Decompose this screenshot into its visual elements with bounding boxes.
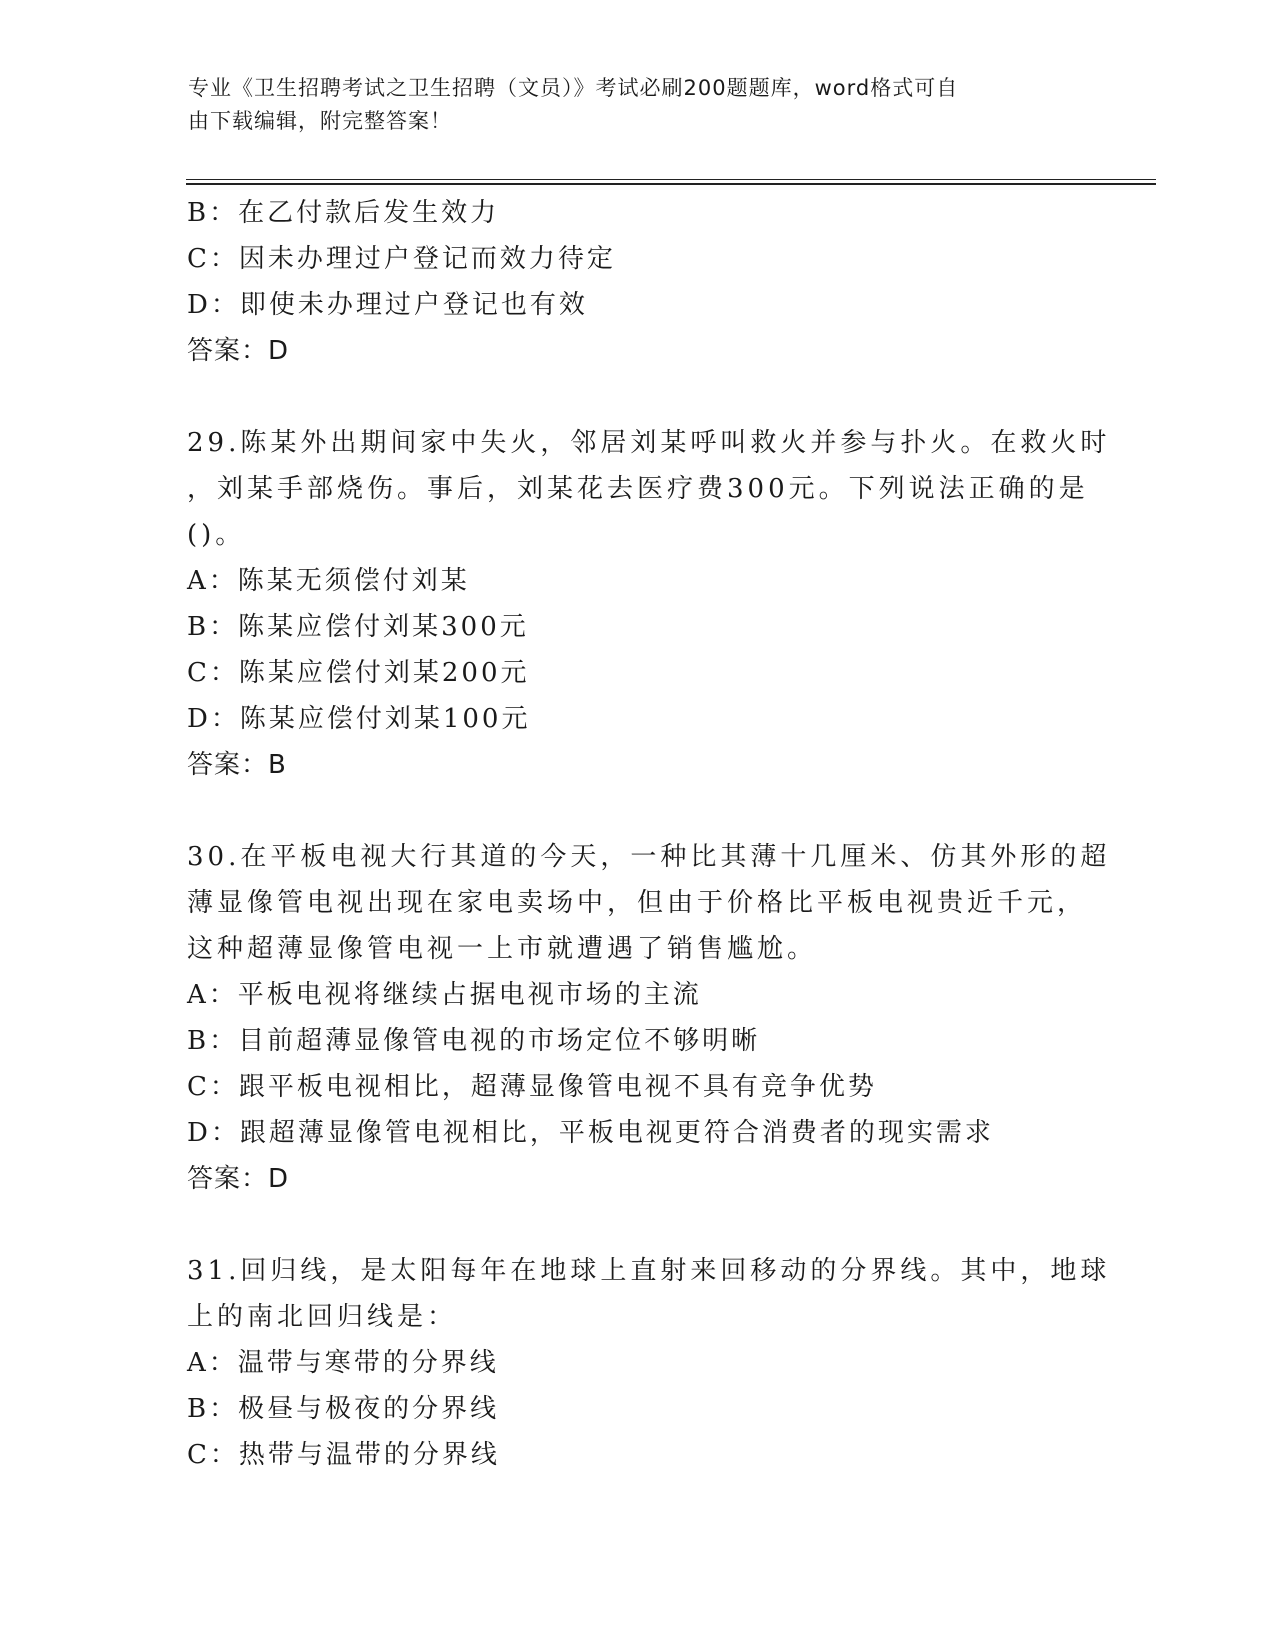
header-line-1: 专业《卫生招聘考试之卫生招聘（文员）》考试必刷200题题库，word格式可自 xyxy=(188,76,959,100)
option-a: A：温带与寒带的分界线 xyxy=(187,1348,499,1378)
answer: 答案：D xyxy=(187,1164,290,1194)
answer: 答案：D xyxy=(187,336,290,366)
option-b: B：陈某应偿付刘某300元 xyxy=(187,612,529,642)
option-b: B：在乙付款后发生效力 xyxy=(187,198,500,228)
option-c: C：热带与温带的分界线 xyxy=(187,1440,500,1470)
question-text xyxy=(187,834,1111,972)
question-text xyxy=(187,420,1111,558)
option-a: A：陈某无须偿付刘某 xyxy=(187,566,470,596)
option-a: A：平板电视将继续占据电视市场的主流 xyxy=(187,980,702,1010)
spacer xyxy=(187,1202,1087,1248)
question-29 xyxy=(187,420,1111,788)
question-line: 29.陈某外出期间家中失火，邻居刘某呼叫救火并参与扑火。在救火时 xyxy=(187,428,1111,458)
question-30 xyxy=(187,834,1111,1202)
answer: 答案：B xyxy=(187,750,287,780)
header-line-2: 由下载编辑，附完整答案！ xyxy=(188,109,452,133)
document-header xyxy=(188,72,1088,138)
option-b: B：极昼与极夜的分界线 xyxy=(187,1394,500,1424)
question-line: 30.在平板电视大行其道的今天，一种比其薄十几厘米、仿其外形的超 xyxy=(187,842,1111,872)
question-line: 薄显像管电视出现在家电卖场中，但由于价格比平板电视贵近千元， xyxy=(187,888,1088,918)
question-line: 31.回归线，是太阳每年在地球上直射来回移动的分界线。其中，地球 xyxy=(187,1256,1111,1286)
question-text xyxy=(187,1248,1111,1340)
option-d: D：跟超薄显像管电视相比，平板电视更符合消费者的现实需求 xyxy=(187,1118,994,1148)
option-d: D：即使未办理过户登记也有效 xyxy=(187,290,588,320)
header-divider-thin xyxy=(186,179,1156,180)
spacer xyxy=(187,788,1087,834)
option-b: B：目前超薄显像管电视的市场定位不够明晰 xyxy=(187,1026,761,1056)
document-body xyxy=(187,190,1111,1478)
option-c: C：因未办理过户登记而效力待定 xyxy=(187,244,616,274)
question-line: ()。 xyxy=(187,520,246,550)
option-c: C：跟平板电视相比，超薄显像管电视不具有竞争优势 xyxy=(187,1072,877,1102)
question-line: 上的南北回归线是： xyxy=(187,1302,458,1332)
header-divider-thick xyxy=(186,183,1156,185)
option-d: D：陈某应偿付刘某100元 xyxy=(187,704,531,734)
question-28-tail xyxy=(187,190,1087,374)
question-31 xyxy=(187,1248,1111,1478)
spacer xyxy=(187,374,1087,420)
option-c: C：陈某应偿付刘某200元 xyxy=(187,658,530,688)
question-line: 这种超薄显像管电视一上市就遭遇了销售尴尬。 xyxy=(187,934,818,964)
question-line: ，刘某手部烧伤。事后，刘某花去医疗费300元。下列说法正确的是 xyxy=(187,474,1089,504)
